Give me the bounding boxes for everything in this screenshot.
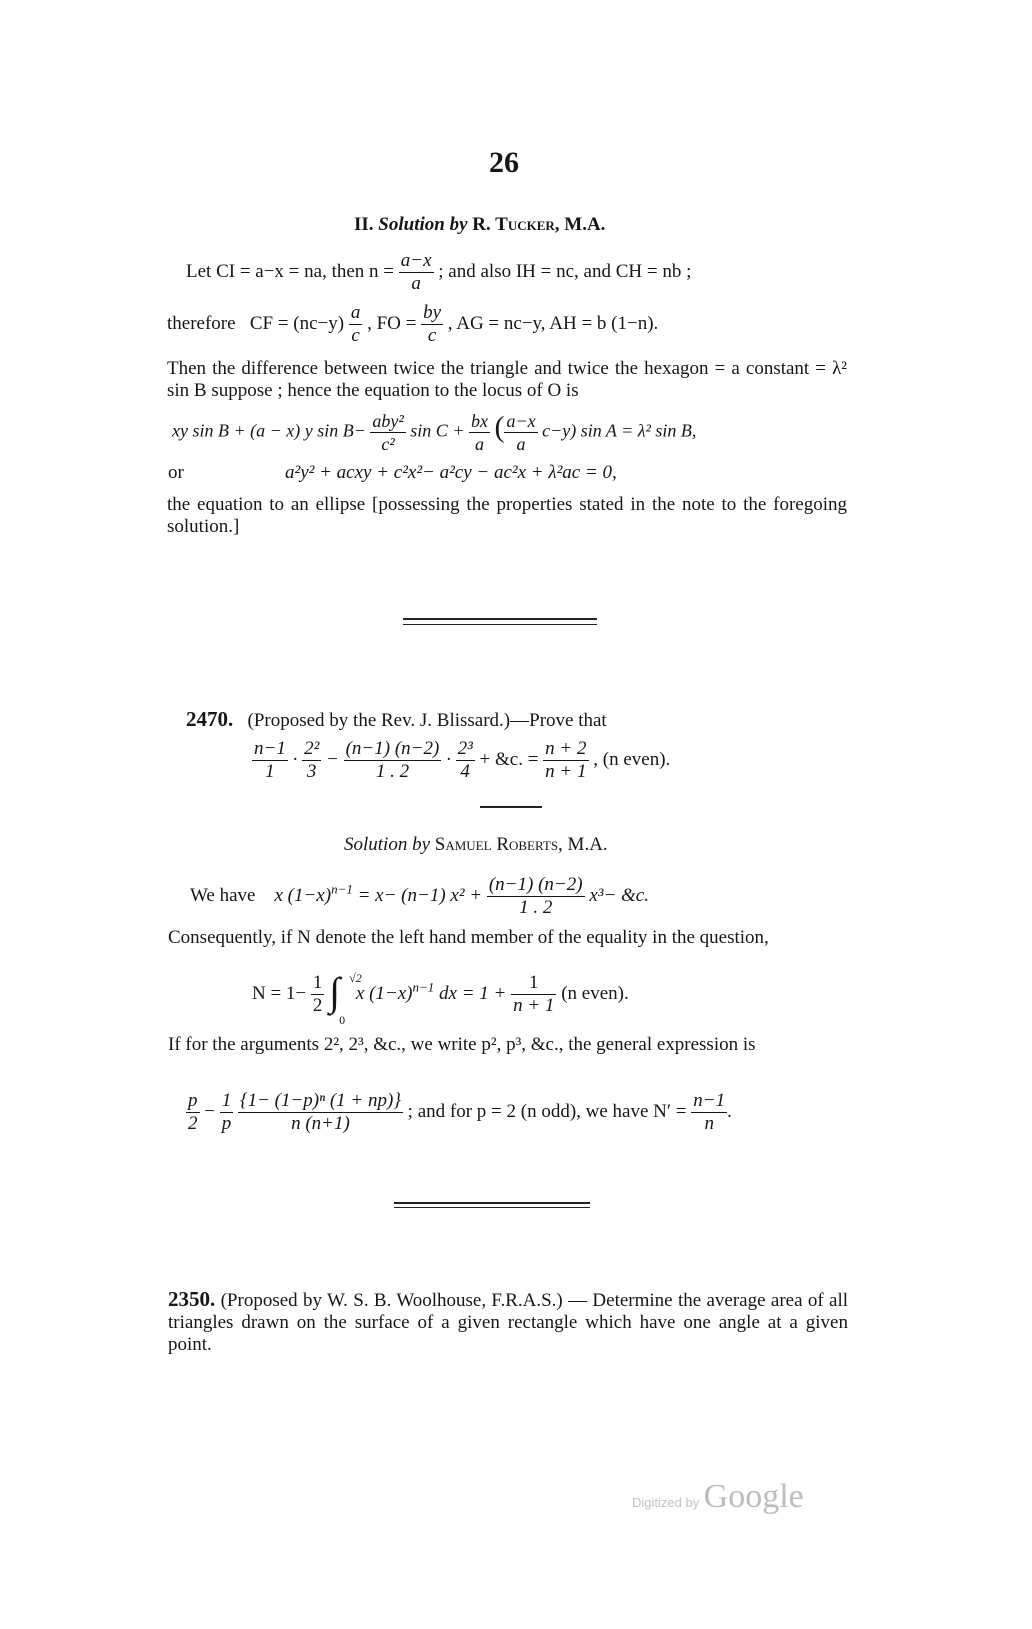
page-number: 26 — [489, 146, 519, 179]
google-watermark — [632, 1478, 804, 1516]
line2-frac2-den: c — [427, 325, 437, 346]
eq1-fraction-2 — [469, 410, 490, 455]
problem-2470-text: (Proposed by the Rev. J. Blissard.)—Prove that — [247, 710, 607, 731]
heading-author: R. Tucker, M.A. — [472, 214, 606, 235]
integral-upper-limit: √2 — [349, 970, 362, 985]
N-text-d: (n even). — [561, 982, 629, 1004]
line2-text-d: , AG = nc−y, AH = b (1−n). — [447, 312, 659, 334]
line2-text-b: CF = (nc−y) — [249, 312, 345, 334]
locus-equation — [172, 410, 696, 455]
integral-sign-wrap — [329, 968, 362, 1027]
separator-rule-2 — [480, 806, 542, 808]
series-plus-etc: + &c. = — [479, 748, 539, 770]
N-frac1-num: 1 — [312, 972, 323, 993]
series-frac-2 — [302, 738, 321, 783]
N-fraction-2 — [511, 972, 556, 1017]
we-have-text: We have — [190, 884, 256, 906]
series-minus: − — [326, 748, 339, 770]
final-frac1-den: 2 — [188, 1113, 198, 1134]
series-frac-4 — [456, 738, 475, 783]
ellipse-equation: a²y² + acxy + c²x²− a²cy − ac²x + λ²ac = 0, — [285, 462, 617, 483]
series-frac3-den: 1 . 2 — [375, 761, 410, 782]
N-fraction-1 — [311, 972, 325, 1017]
we-have-eq-b: = x− (n−1) x² + — [357, 884, 483, 906]
series-frac4-den: 4 — [460, 761, 470, 782]
line1-frac-num: a−x — [400, 250, 432, 271]
line1-frac-den: a — [411, 273, 421, 294]
final-expression — [186, 1090, 732, 1135]
heading-italic: Solution by — [378, 214, 468, 235]
series-frac2-num: 2² — [304, 738, 320, 759]
final-frac4-num: n−1 — [693, 1090, 726, 1111]
we-have-fraction — [487, 874, 585, 919]
or-label: or — [168, 462, 184, 483]
problem-2350-text: (Proposed by W. S. B. Woolhouse, F.R.A.S.) — Determine the average area of all triangles drawn on the surface of a given rectangle which have one angle at a given point. — [168, 1290, 849, 1355]
series-frac1-den: 1 — [265, 761, 275, 782]
final-fraction-3 — [238, 1090, 403, 1135]
google-logo: Google — [703, 1478, 804, 1515]
final-tail: ; and for p = 2 (n odd), we have N′ = — [407, 1100, 687, 1122]
series-frac3-num: (n−1) (n−2) — [345, 738, 440, 759]
integral-equation — [252, 968, 629, 1027]
eq1-paren: ( — [494, 410, 505, 444]
solution-paragraph-2: the equation to an ellipse [possessing the properties stated in the note to the foregoing solution.] — [167, 494, 847, 537]
eq1-fraction-3 — [504, 410, 537, 455]
line1-fraction — [399, 250, 434, 295]
solution-heading-2 — [344, 834, 608, 856]
we-have-frac-num: (n−1) (n−2) — [488, 874, 583, 895]
we-have-eq-c: x³− &c. — [589, 884, 649, 906]
N-frac1-den: 2 — [312, 995, 323, 1016]
final-minus: − — [204, 1100, 215, 1122]
eq1-frac3-num: a−x — [506, 411, 536, 431]
final-frac3-den: n (n+1) — [291, 1113, 350, 1134]
solution-line-2 — [167, 302, 658, 347]
eq1-frac2-num: bx — [470, 411, 488, 431]
problem-2470-intro — [186, 708, 607, 732]
separator-rule-3b — [394, 1207, 590, 1208]
eq1-text-b: sin C + — [410, 420, 465, 441]
series-dot-1: · — [292, 748, 298, 770]
final-frac4-den: n — [704, 1113, 714, 1134]
series-frac-1 — [252, 738, 288, 783]
eq1-frac1-den: c² — [381, 434, 395, 454]
problem-2470-number: 2470. — [186, 707, 234, 731]
final-frac2-num: 1 — [221, 1090, 232, 1111]
N-frac2-num: 1 — [511, 972, 556, 995]
N-text-b-sup: n−1 — [412, 979, 435, 995]
we-have-eq-a: x (1−x) — [274, 884, 332, 906]
eq1-text-a: xy sin B + (a − x) y sin B− — [172, 420, 366, 441]
problem-2350-number: 2350. — [168, 1287, 216, 1311]
final-fraction-2 — [220, 1090, 234, 1135]
eq1-frac2-den: a — [474, 434, 484, 454]
line2-fraction-1 — [349, 302, 363, 347]
line2-text-c: , FO = — [367, 312, 417, 334]
separator-rule-1a — [403, 618, 597, 620]
final-frac3-num: {1− (1−p)ⁿ (1 + np)} — [239, 1090, 401, 1111]
separator-rule-1b — [403, 624, 597, 625]
final-end: . — [727, 1100, 732, 1122]
watermark-prefix: Digitized by — [632, 1495, 700, 1510]
line2-frac1-num: a — [350, 302, 361, 323]
eq1-text-d: c−y) sin A = λ² sin B, — [542, 420, 697, 441]
series-dot-2: · — [446, 748, 451, 770]
solution-paragraph-1: Then the difference between twice the triangle and twice the hexagon = a constant = λ² sin B suppose ; hence the equation to the locus of O is — [167, 358, 847, 401]
we-have-eq-a-sup: n−1 — [331, 881, 353, 897]
heading-number: II. — [354, 214, 374, 235]
problem-2350 — [168, 1288, 848, 1356]
line2-frac2-num: by — [423, 302, 442, 323]
we-have-line — [190, 874, 649, 919]
line1-text-a: Let CI = a−x = na, then n = — [186, 260, 395, 282]
final-frac1-num: p — [188, 1090, 198, 1111]
eq1-fraction-1 — [370, 410, 405, 455]
we-have-frac-den: 1 . 2 — [519, 897, 553, 918]
consequently-paragraph: Consequently, if N denote the left hand member of the equality in the question, — [168, 927, 769, 948]
series-frac-5 — [543, 738, 588, 783]
solution-heading — [354, 214, 605, 236]
line2-text-a: therefore — [167, 312, 236, 334]
eq1-frac1-num: aby² — [372, 411, 404, 431]
arguments-paragraph: If for the arguments 2², 2³, &c., we write p², p³, &c., the general expression is — [168, 1034, 756, 1055]
separator-rule-3a — [394, 1202, 590, 1204]
final-fraction-1 — [186, 1090, 200, 1135]
series-frac5-num: n + 2 — [545, 738, 587, 759]
line2-frac1-den: c — [351, 325, 360, 346]
series-frac2-den: 3 — [306, 761, 317, 782]
final-fraction-4 — [691, 1090, 727, 1135]
integral-sign: ∫ — [329, 968, 341, 1014]
eq1-frac3-den: a — [516, 434, 526, 454]
series-tail: , (n even). — [593, 748, 671, 770]
series-frac4-num: 2³ — [457, 738, 473, 759]
final-frac2-den: p — [221, 1113, 232, 1134]
N-text-c: dx = 1 + — [439, 982, 507, 1004]
solution-line-1 — [186, 250, 691, 295]
problem-2470-series — [252, 738, 670, 783]
N-text-a: N = 1− — [252, 982, 307, 1004]
line1-text-b: ; and also IH = nc, and CH = nb ; — [438, 260, 692, 282]
series-frac5-den: n + 1 — [545, 761, 587, 782]
integral-lower-limit: 0 — [339, 1012, 346, 1027]
N-frac2-den: n + 1 — [513, 995, 555, 1016]
series-frac1-num: n−1 — [254, 738, 286, 759]
solution2-author: Samuel Roberts, M.A. — [434, 834, 608, 855]
N-text-b: x (1−x) — [355, 982, 413, 1004]
series-frac-3 — [344, 738, 442, 783]
line2-fraction-2 — [421, 302, 443, 347]
solution2-italic: Solution by — [344, 834, 431, 855]
